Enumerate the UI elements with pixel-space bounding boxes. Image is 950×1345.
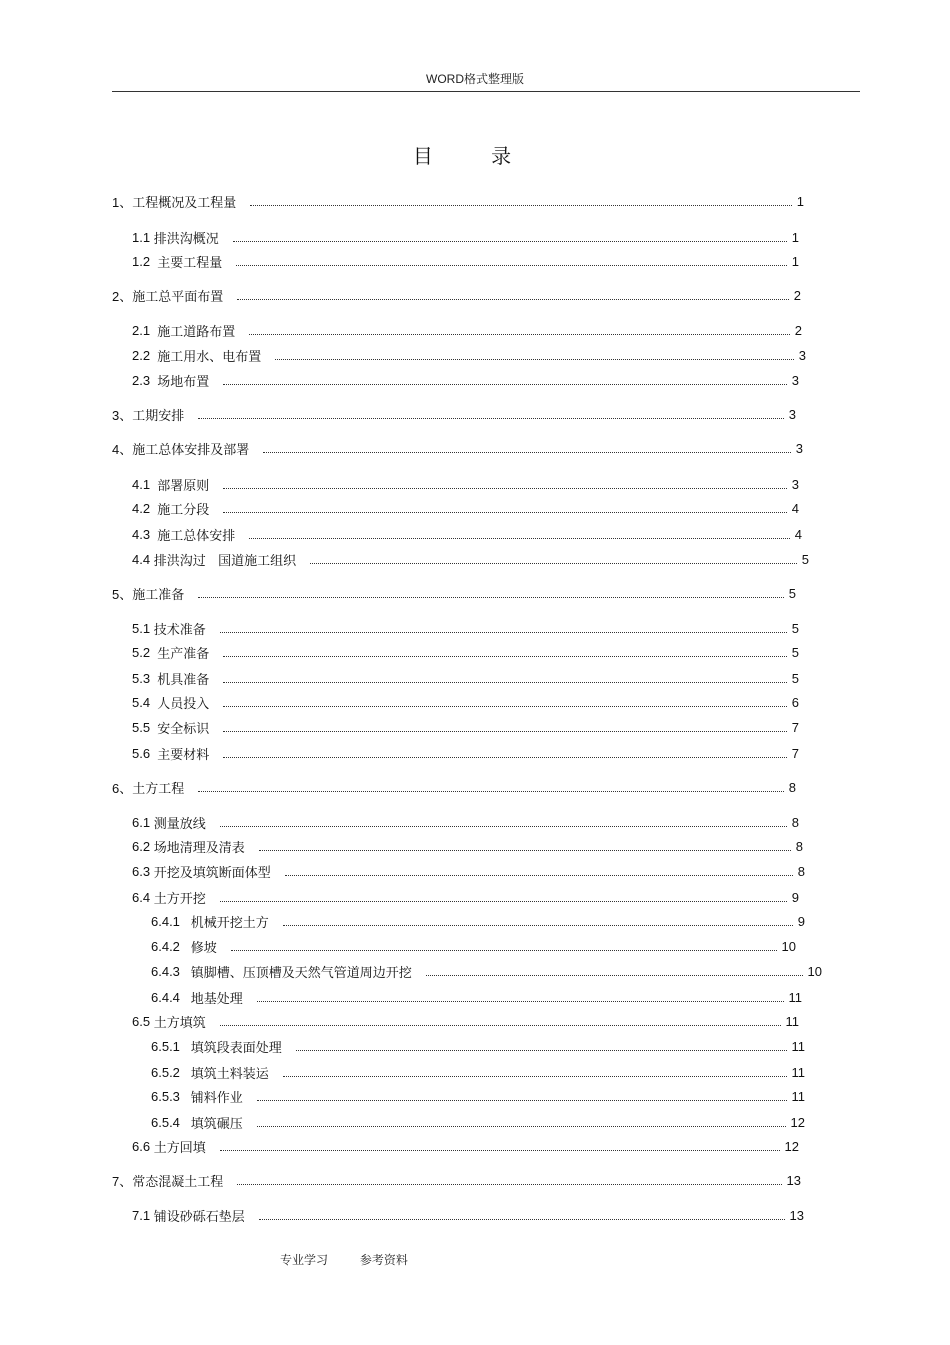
toc-leader-dots xyxy=(257,989,784,1002)
toc-entry[interactable] xyxy=(112,286,801,304)
toc-entry-label: 排洪沟概况 xyxy=(153,231,219,247)
toc-entry[interactable] xyxy=(112,584,796,602)
toc-entry[interactable] xyxy=(132,525,802,543)
toc-entry[interactable] xyxy=(151,962,822,980)
toc-entry-number: 7、 xyxy=(112,1173,133,1189)
toc-entry-label: 填筑土料装运 xyxy=(190,1066,269,1082)
toc-leader-dots xyxy=(257,1114,786,1127)
toc-leader-dots xyxy=(236,253,786,266)
toc-leader-dots xyxy=(198,406,784,419)
toc-entry-label: 主要工程量 xyxy=(157,255,223,271)
toc-entry[interactable] xyxy=(112,1171,801,1189)
toc-leader-dots xyxy=(223,719,786,732)
toc-entry[interactable] xyxy=(132,693,799,711)
toc-leader-dots xyxy=(237,287,789,300)
toc-entry-number: 2.2 xyxy=(132,347,158,363)
toc-entry-label: 施工用水、电布置 xyxy=(157,349,262,365)
toc-entry[interactable] xyxy=(132,228,799,246)
toc-entry-number: 6.5 xyxy=(132,1013,154,1029)
toc-entry[interactable] xyxy=(151,912,805,930)
toc-entry-label: 测量放线 xyxy=(153,816,206,832)
toc-leader-dots xyxy=(220,1013,781,1026)
toc-entry-label: 技术准备 xyxy=(153,622,206,638)
toc-entry-label: 施工总体安排 xyxy=(157,528,236,544)
toc-leader-dots xyxy=(259,1207,785,1220)
page-header: WORD格式整理版 xyxy=(426,72,524,86)
toc-leader-dots xyxy=(198,585,784,598)
toc-entry-number: 6.4.3 xyxy=(151,963,191,979)
toc-entry-page: 5 xyxy=(788,585,796,601)
toc-entry-page: 10 xyxy=(807,963,822,979)
toc-entry-number: 6.4.4 xyxy=(151,989,191,1005)
toc-entry-label: 施工准备 xyxy=(132,587,185,603)
toc-leader-dots xyxy=(285,863,793,876)
toc-entry[interactable] xyxy=(151,937,796,955)
toc-leader-dots xyxy=(249,322,789,335)
toc-entry[interactable] xyxy=(132,346,806,364)
toc-entry-page: 11 xyxy=(791,1064,805,1080)
toc-entry-label: 场地清理及清表 xyxy=(153,840,245,856)
toc-entry-page: 5 xyxy=(791,620,799,636)
toc-entry-label: 工程概况及工程量 xyxy=(132,195,237,211)
toc-leader-dots xyxy=(223,694,786,707)
toc-leader-dots xyxy=(223,745,786,758)
toc-entry-label: 土方填筑 xyxy=(153,1015,206,1031)
toc-entry-label: 施工总平面布置 xyxy=(132,289,224,305)
toc-entry-page: 1 xyxy=(796,193,804,209)
toc-entry-number: 6.1 xyxy=(132,814,154,830)
toc-entry[interactable] xyxy=(132,321,802,339)
toc-entry-number: 5、 xyxy=(112,586,133,602)
toc-entry-number: 1、 xyxy=(112,194,133,210)
toc-entry-page: 8 xyxy=(788,779,796,795)
toc-entry-number: 2、 xyxy=(112,288,133,304)
toc-leader-dots xyxy=(220,889,787,902)
toc-entry-page: 5 xyxy=(801,551,809,567)
toc-entry-number: 4.2 xyxy=(132,500,158,516)
toc-entry-label: 人员投入 xyxy=(157,696,210,712)
page-footer xyxy=(280,1251,436,1268)
toc-entry-number: 6.5.2 xyxy=(151,1064,191,1080)
toc-entry-label: 工期安排 xyxy=(132,408,185,424)
toc-entry[interactable] xyxy=(132,252,799,270)
toc-entry-page: 8 xyxy=(797,863,805,879)
toc-entry-page: 12 xyxy=(790,1114,805,1130)
toc-entry-label: 场地布置 xyxy=(157,374,210,390)
toc-entry-page: 2 xyxy=(793,287,801,303)
toc-leader-dots xyxy=(231,938,777,951)
toc-entry-page: 3 xyxy=(791,372,799,388)
toc-entry-label: 地基处理 xyxy=(190,991,243,1007)
toc-entry-number: 6.6 xyxy=(132,1138,154,1154)
toc-leader-dots xyxy=(220,620,787,633)
toc-entry-number: 2.1 xyxy=(132,322,158,338)
toc-entry-label: 镇脚槽、压顶槽及天然气管道周边开挖 xyxy=(190,965,412,981)
toc-entry-label: 部署原则 xyxy=(157,478,210,494)
toc-leader-dots xyxy=(283,913,793,926)
toc-entry[interactable] xyxy=(132,643,799,661)
toc-entry[interactable] xyxy=(132,371,799,389)
toc-entry-page: 5 xyxy=(791,670,799,686)
toc-entry-label: 开挖及填筑断面体型 xyxy=(153,865,271,881)
toc-entry-number: 6.5.1 xyxy=(151,1038,191,1054)
toc-leader-dots xyxy=(426,963,803,976)
toc-entry-number: 4.1 xyxy=(132,476,158,492)
toc-entry-page: 1 xyxy=(791,253,799,269)
toc-entry-page: 8 xyxy=(795,838,803,854)
toc-entry-page: 11 xyxy=(791,1088,805,1104)
toc-entry[interactable] xyxy=(151,988,802,1006)
toc-entry-number: 7.1 xyxy=(132,1207,154,1223)
toc-entry[interactable] xyxy=(132,862,805,880)
toc-entry[interactable] xyxy=(132,888,799,906)
toc-entry[interactable] xyxy=(132,499,799,517)
toc-entry-number: 3、 xyxy=(112,407,133,423)
toc-entry-page: 2 xyxy=(794,322,802,338)
toc-leader-dots xyxy=(259,838,791,851)
toc-leader-dots xyxy=(223,500,786,513)
toc-leader-dots xyxy=(198,779,784,792)
toc-entry-label: 常态混凝土工程 xyxy=(132,1174,224,1190)
toc-entry[interactable] xyxy=(151,1037,805,1055)
toc-entry-number: 6.5.4 xyxy=(151,1114,191,1130)
toc-entry[interactable] xyxy=(151,1087,805,1105)
toc-leader-dots xyxy=(250,193,792,206)
toc-leader-dots xyxy=(223,476,786,489)
toc-entry-label: 填筑段表面处理 xyxy=(190,1040,282,1056)
toc-entry[interactable] xyxy=(112,778,796,796)
toc-entry-label: 铺设砂砾石垫层 xyxy=(153,1209,245,1225)
toc-entry[interactable] xyxy=(132,1137,799,1155)
toc-leader-dots xyxy=(296,1038,787,1051)
toc-entry[interactable] xyxy=(112,192,804,210)
toc-entry[interactable] xyxy=(132,813,799,831)
toc-entry-label: 修坡 xyxy=(190,940,217,956)
toc-leader-dots xyxy=(263,440,791,453)
toc-entry-page: 11 xyxy=(785,1013,799,1029)
toc-entry-page: 1 xyxy=(791,229,799,245)
toc-entry-number: 6.4.1 xyxy=(151,913,191,929)
toc-entry[interactable] xyxy=(132,1206,804,1224)
toc-leader-dots xyxy=(310,551,797,564)
toc-entry-number: 5.3 xyxy=(132,670,158,686)
toc-entry-number: 6.2 xyxy=(132,838,154,854)
toc-entry-number: 6.4 xyxy=(132,889,154,905)
toc-entry-number: 4.3 xyxy=(132,526,158,542)
toc-entry-label: 填筑碾压 xyxy=(190,1116,243,1132)
toc-entry-page: 7 xyxy=(791,719,799,735)
toc-title: 目 录 xyxy=(412,144,538,168)
toc-entry-label: 施工道路布置 xyxy=(157,324,236,340)
toc-entry[interactable] xyxy=(112,405,796,423)
toc-entry[interactable] xyxy=(151,1063,805,1081)
toc-entry-number: 6.5.3 xyxy=(151,1088,191,1104)
toc-entry[interactable] xyxy=(132,550,809,568)
toc-entry-number: 5.2 xyxy=(132,644,158,660)
toc-leader-dots xyxy=(223,644,786,657)
toc-leader-dots xyxy=(237,1172,781,1185)
toc-leader-dots xyxy=(275,347,793,360)
toc-leader-dots xyxy=(220,814,787,827)
toc-leader-dots xyxy=(223,372,786,385)
toc-entry-label: 铺料作业 xyxy=(190,1090,243,1106)
toc-entry-page: 4 xyxy=(794,526,802,542)
toc-entry-number: 5.1 xyxy=(132,620,154,636)
toc-entry-label: 施工分段 xyxy=(157,502,210,518)
header-divider xyxy=(112,91,860,92)
toc-entry-page: 3 xyxy=(798,347,806,363)
toc-entry-number: 6.3 xyxy=(132,863,154,879)
toc-entry-number: 6、 xyxy=(112,780,133,796)
toc-entry-page: 10 xyxy=(781,938,796,954)
toc-entry-number: 4.4 xyxy=(132,551,154,567)
toc-entry[interactable] xyxy=(132,837,803,855)
toc-leader-dots xyxy=(233,229,787,242)
toc-entry[interactable] xyxy=(132,744,799,762)
toc-leader-dots xyxy=(283,1064,787,1077)
toc-entry[interactable] xyxy=(132,669,799,687)
toc-entry-page: 9 xyxy=(791,889,799,905)
toc-entry-page: 8 xyxy=(791,814,799,830)
toc-entry-label: 机械开挖土方 xyxy=(190,915,269,931)
toc-entry-label: 土方开挖 xyxy=(153,891,206,907)
toc-entry-number: 1.2 xyxy=(132,253,158,269)
toc-entry-label: 生产准备 xyxy=(157,646,210,662)
toc-leader-dots xyxy=(257,1088,787,1101)
toc-entry-number: 2.3 xyxy=(132,372,158,388)
toc-entry-label: 主要材料 xyxy=(157,747,210,763)
toc-entry-number: 5.4 xyxy=(132,694,158,710)
toc-entry-label: 排洪沟过 国道施工组织 xyxy=(153,553,297,569)
toc-entry-page: 3 xyxy=(795,440,803,456)
toc-entry-number: 5.5 xyxy=(132,719,158,735)
toc-entry-label: 施工总体安排及部署 xyxy=(132,442,250,458)
toc-entry-number: 4、 xyxy=(112,441,133,457)
toc-entry[interactable] xyxy=(132,718,799,736)
toc-entry-page: 11 xyxy=(791,1038,805,1054)
toc-entry[interactable] xyxy=(151,1113,805,1131)
toc-entry-label: 土方工程 xyxy=(132,781,185,797)
toc-entry[interactable] xyxy=(132,619,799,637)
toc-entry-number: 6.4.2 xyxy=(151,938,191,954)
toc-entry-page: 11 xyxy=(788,989,802,1005)
toc-entry-label: 安全标识 xyxy=(157,721,210,737)
toc-leader-dots xyxy=(249,526,789,539)
toc-entry-page: 12 xyxy=(784,1138,799,1154)
toc-entry-page: 5 xyxy=(791,644,799,660)
toc-entry-page: 4 xyxy=(791,500,799,516)
toc-entry-number: 5.6 xyxy=(132,745,158,761)
toc-leader-dots xyxy=(223,670,786,683)
toc-entry-page: 7 xyxy=(791,745,799,761)
toc-entry-page: 9 xyxy=(797,913,805,929)
toc-entry-page: 3 xyxy=(791,476,799,492)
toc-entry-page: 6 xyxy=(791,694,799,710)
toc-entry-page: 13 xyxy=(789,1207,804,1223)
toc-entry-number: 1.1 xyxy=(132,229,154,245)
toc-entry-label: 土方回填 xyxy=(153,1140,206,1156)
toc-entry[interactable] xyxy=(112,439,803,457)
toc-entry-page: 13 xyxy=(786,1172,801,1188)
toc-leader-dots xyxy=(220,1138,780,1151)
toc-entry-label: 机具准备 xyxy=(157,672,210,688)
footer-left-text: 专业学习 xyxy=(280,1253,329,1267)
toc-entry[interactable] xyxy=(132,475,799,493)
toc-entry-page: 3 xyxy=(788,406,796,422)
footer-right-text: 参考资料 xyxy=(359,1253,408,1267)
toc-entry[interactable] xyxy=(132,1012,799,1030)
